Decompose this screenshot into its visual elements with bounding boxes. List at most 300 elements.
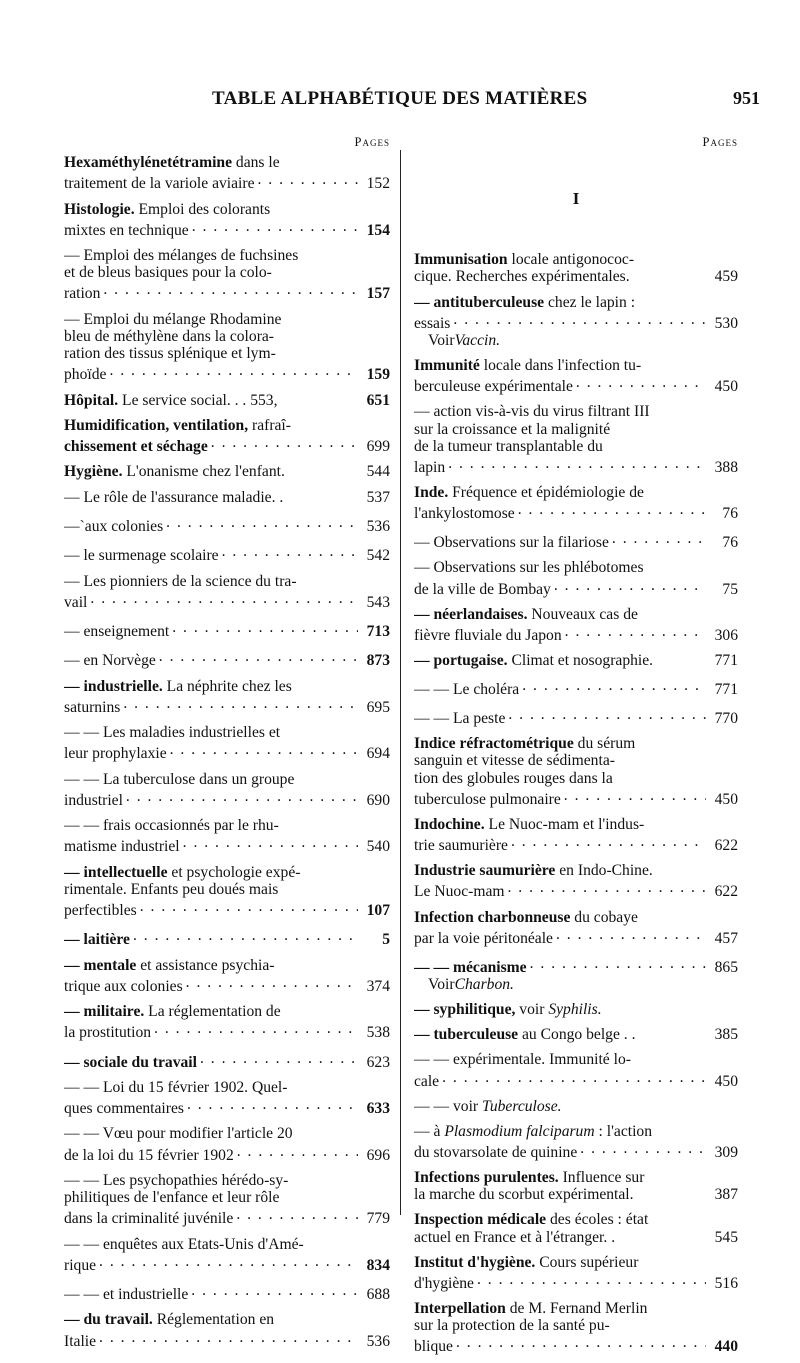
index-entry <box>64 1236 390 1274</box>
entry-line <box>414 1271 738 1292</box>
entry-heading: — à <box>414 1122 445 1140</box>
leader-dots <box>156 648 358 665</box>
entry-text <box>414 1211 648 1228</box>
index-entry <box>414 1211 738 1245</box>
index-entry <box>64 417 390 455</box>
entry-line <box>64 1189 390 1206</box>
see-also <box>414 976 738 993</box>
entry-text: Réglementation en <box>152 1311 275 1329</box>
entry-text <box>64 392 278 409</box>
entry-page: 873 <box>366 652 390 670</box>
entry-text <box>64 678 292 695</box>
entry-heading: — néerlandaises. <box>414 605 528 623</box>
entry-page: 770 <box>714 710 738 728</box>
leader-dots <box>234 1143 358 1160</box>
entry-text: lapin <box>414 458 446 476</box>
leader-dots <box>96 1329 358 1346</box>
entry-line <box>414 706 738 727</box>
entry-line <box>64 898 390 919</box>
entry-line <box>64 1125 390 1142</box>
entry-text <box>64 817 279 834</box>
entry-text <box>64 366 106 383</box>
index-entry <box>64 573 390 611</box>
leader-dots <box>87 590 358 607</box>
index-entry <box>64 619 390 640</box>
entry-line <box>64 1003 390 1020</box>
entry-page: 306 <box>714 626 738 644</box>
index-entry <box>64 957 390 995</box>
entry-heading: Industrie saumurière <box>414 862 556 880</box>
entry-heading: — Emploi du mélange Rhodamine <box>64 310 282 328</box>
leader-dots <box>123 788 358 805</box>
index-entry <box>414 1026 738 1043</box>
entry-line <box>64 590 390 611</box>
entry-text <box>414 1300 647 1317</box>
entry-page: 387 <box>714 1186 738 1204</box>
entry-page: 152 <box>366 175 390 193</box>
entry-text <box>414 294 635 311</box>
entry-heading: — industrielle. <box>64 677 163 695</box>
entry-text <box>64 1125 293 1142</box>
entry-line <box>414 577 738 598</box>
entry-page: 530 <box>714 314 738 332</box>
entry-line <box>64 201 390 218</box>
index-entry <box>64 489 390 506</box>
index-entry <box>414 251 738 285</box>
entry-text <box>414 883 505 900</box>
entry-heading: Histologie. <box>64 200 135 218</box>
entry-text: locale dans l'infection tu- <box>479 357 642 374</box>
entry-text: traitement de la variole aviaire <box>64 175 255 193</box>
entry-text: Influence sur <box>558 1169 645 1187</box>
right-column <box>414 134 738 1363</box>
entry-text: cale <box>414 1072 440 1090</box>
entry-line <box>64 434 390 455</box>
entry-text: essais <box>414 314 451 332</box>
entry-heading: — — La tuberculose dans un groupe <box>64 770 295 788</box>
entry-text: Voir <box>428 331 455 349</box>
entry-page: 450 <box>714 1072 738 1090</box>
entry-text: trique aux colonies <box>64 977 183 995</box>
index-entry <box>64 648 390 669</box>
entry-page: 76 <box>722 505 738 523</box>
entry-text <box>414 559 644 576</box>
entry-text <box>64 222 189 239</box>
entry-italic: Plasmodium falciparum <box>444 1122 595 1140</box>
entry-line <box>64 489 390 506</box>
entry-text <box>414 1144 577 1161</box>
entry-text <box>414 652 653 669</box>
entry-text <box>64 1210 233 1227</box>
entry-text: actuel en France et à l'étranger. . <box>414 1228 616 1246</box>
leader-dots <box>130 927 358 944</box>
entry-line <box>414 530 738 551</box>
entry-line <box>64 788 390 809</box>
entry-text: la prostitution <box>64 1024 152 1042</box>
entry-text <box>64 201 270 218</box>
entry-line <box>64 974 390 995</box>
entry-italic: Charbon. <box>454 976 514 994</box>
entry-line <box>414 357 738 374</box>
index-entry <box>64 1311 390 1349</box>
entry-line <box>414 374 738 395</box>
entry-text: du stovarsolate de quinine <box>414 1143 578 1161</box>
entry-text <box>64 1311 274 1328</box>
entry-page: 516 <box>714 1274 738 1292</box>
entry-text: phoïde <box>64 366 107 384</box>
entry-text <box>414 1001 602 1018</box>
entry-page: 536 <box>366 1332 390 1350</box>
entry-heading: — action vis-à-vis du virus filtrant III <box>414 403 650 421</box>
entry-line <box>414 251 738 268</box>
entry-text: tion des globules rouges dans la <box>414 769 613 787</box>
entry-text: Voir <box>428 976 455 994</box>
entry-text: philitiques de l'enfance et leur rôle <box>64 1189 280 1207</box>
entry-line <box>414 311 738 332</box>
column-divider <box>400 150 401 1215</box>
entry-page: 623 <box>366 1053 390 1071</box>
entry-page: 713 <box>366 623 390 641</box>
entry-text <box>64 652 156 669</box>
index-entry <box>64 1050 390 1071</box>
leader-dots <box>188 1282 358 1299</box>
entry-line <box>414 294 738 311</box>
entry-heading: — — Les maladies industrielles et <box>64 724 281 742</box>
entry-line <box>414 623 738 644</box>
entry-page: 157 <box>366 285 390 303</box>
entry-line <box>64 881 390 898</box>
entry-line <box>64 834 390 855</box>
entry-text: ques commentaires <box>64 1100 184 1118</box>
entry-page: 75 <box>722 580 738 598</box>
entry-line <box>414 1098 738 1115</box>
leader-dots <box>96 1253 358 1270</box>
entry-text: et de bleus basiques pour la colo- <box>64 264 272 282</box>
entry-heading: — portugaise. <box>414 651 508 669</box>
entry-text <box>64 518 163 535</box>
entry-line <box>414 403 738 420</box>
entry-heading: Hexaméthylénetétramine <box>64 154 233 171</box>
entry-line <box>64 957 390 974</box>
entry-text: — le surmenage scolaire <box>64 547 219 565</box>
entry-line <box>64 171 390 192</box>
leader-dots <box>151 1020 358 1037</box>
entry-line <box>64 1329 390 1350</box>
entry-text <box>64 311 281 328</box>
entry-page: 779 <box>366 1210 390 1228</box>
entry-page: 457 <box>714 929 738 947</box>
entry-line <box>414 1317 738 1334</box>
entry-line <box>64 648 390 669</box>
entry-text <box>64 417 291 434</box>
leader-dots <box>515 501 706 518</box>
entry-line <box>64 218 390 239</box>
pages-label: Pages <box>354 135 390 149</box>
entry-line <box>64 817 390 834</box>
entry-line <box>414 787 738 808</box>
entry-text <box>414 268 630 285</box>
entry-text: sur la protection de la santé pu- <box>414 1317 610 1335</box>
entry-page: 388 <box>714 458 738 476</box>
entry-text: — — et industrielle <box>64 1286 189 1304</box>
entry-text <box>64 902 137 919</box>
entry-heading: — — Loi du 15 février 1902. Quel- <box>64 1078 288 1096</box>
pages-label: Pages <box>702 135 738 149</box>
entry-line <box>64 328 390 345</box>
index-entry <box>414 484 738 522</box>
entry-text <box>414 837 508 854</box>
entry-line <box>414 1254 738 1271</box>
entry-text: blique <box>414 1338 453 1356</box>
entry-text <box>414 484 644 501</box>
index-entry <box>64 678 390 716</box>
entry-page: 450 <box>714 790 738 808</box>
entry-text: Le Nuoc-mam <box>414 883 505 901</box>
entry-text: tuberculose pulmonaire <box>414 790 561 808</box>
entry-page: 536 <box>366 518 390 535</box>
index-entry <box>414 1169 738 1203</box>
page-number: 951 <box>733 88 760 108</box>
index-entry <box>414 706 738 727</box>
entry-line <box>64 1253 390 1274</box>
index-entry <box>64 247 390 303</box>
entry-page: 834 <box>366 1256 390 1274</box>
entry-heading: Hygiène. <box>64 463 123 481</box>
leader-dots <box>255 171 359 188</box>
entry-text: : l'action <box>594 1122 652 1140</box>
entry-text <box>414 681 519 698</box>
entry-page: 538 <box>366 1024 390 1042</box>
entry-text: dans la criminalité juvénile <box>64 1210 234 1228</box>
entry-text: Le Nuoc-mam et l'indus- <box>484 815 645 833</box>
entry-text: La néphrite chez les <box>162 677 292 695</box>
entry-text <box>64 547 219 564</box>
index-entry <box>64 817 390 855</box>
index-entry <box>64 463 390 480</box>
entry-heading: Indochine. <box>414 815 485 833</box>
entry-line <box>414 1069 738 1090</box>
entry-text: — Observations sur la filariose <box>414 534 609 552</box>
entry-text: la marche du scorbut expérimental. <box>414 1186 634 1204</box>
entry-text: sur la croissance et la malignité <box>414 420 611 438</box>
entry-line <box>64 927 390 948</box>
leader-dots <box>106 362 358 379</box>
entry-text <box>64 724 280 741</box>
entry-text <box>64 489 283 506</box>
entry-line <box>414 879 738 900</box>
entry-text <box>414 627 562 644</box>
entry-text: dans le <box>232 154 280 171</box>
entry-text <box>414 1073 439 1090</box>
entry-heading: — antituberculeuse <box>414 293 545 311</box>
entry-text: de la ville de Bombay <box>414 580 551 598</box>
entry-line <box>414 816 738 833</box>
index-entry <box>64 154 390 192</box>
entry-line <box>414 606 738 623</box>
index-entry <box>414 1123 738 1161</box>
entry-text: en Indo-Chine. <box>555 862 653 880</box>
entry-line <box>414 1300 738 1317</box>
entry-text <box>414 378 573 395</box>
entry-page: 450 <box>714 378 738 396</box>
entry-line <box>64 1143 390 1164</box>
entry-text: sanguin et vitesse de sédimenta- <box>414 752 615 770</box>
index-entry <box>414 1300 738 1356</box>
entry-text: — — La peste <box>414 710 506 728</box>
entry-text <box>414 403 650 420</box>
index-entry <box>414 1051 738 1089</box>
entry-line <box>414 770 738 787</box>
entry-page: 5 <box>382 931 390 949</box>
entry-heading: Infections purulentes. <box>414 1169 559 1187</box>
index-entry <box>64 724 390 762</box>
entry-line <box>64 1311 390 1328</box>
leader-dots <box>137 898 358 915</box>
entry-heading: — — expérimentale. Immunité lo- <box>414 1051 631 1069</box>
entry-line <box>414 1140 738 1161</box>
entry-text <box>414 1123 652 1140</box>
entry-text <box>414 251 634 268</box>
entry-text: perfectibles <box>64 902 137 920</box>
entry-text: et assistance psychia- <box>136 956 275 974</box>
entry-text <box>414 710 505 727</box>
entry-text <box>64 1100 184 1117</box>
entry-text <box>64 247 298 264</box>
entry-heading: — — Les psychopathies hérédo-sy- <box>64 1171 289 1189</box>
entry-text: La réglementation de <box>144 1003 281 1021</box>
entry-line <box>64 678 390 695</box>
entry-text <box>414 1186 634 1203</box>
entry-text: saturnins <box>64 698 121 716</box>
entry-text: berculeuse expérimentale <box>414 378 573 396</box>
entry-heading: Immunisation <box>414 251 508 269</box>
entry-text <box>414 357 641 374</box>
entry-text: leur prophylaxie <box>64 745 167 763</box>
entry-line <box>414 421 738 438</box>
leader-dots <box>208 434 358 451</box>
entry-text <box>64 745 167 762</box>
entry-text: d'hygiène <box>414 1274 474 1292</box>
entry-text: ration <box>64 285 101 303</box>
index-entry <box>414 909 738 947</box>
index-entry <box>64 1282 390 1303</box>
entry-line <box>64 771 390 788</box>
index-entry <box>414 652 738 669</box>
entry-line <box>64 154 390 171</box>
entry-text <box>64 1333 96 1350</box>
entry-page: 440 <box>714 1338 738 1356</box>
index-entry <box>64 864 390 920</box>
leader-dots <box>527 955 706 972</box>
entry-heading: — militaire. <box>64 1003 145 1021</box>
index-entry <box>414 677 738 698</box>
index-entry <box>414 862 738 900</box>
entry-text: de la tumeur transplantable du <box>414 437 603 455</box>
entry-text <box>64 1147 234 1164</box>
leader-dots <box>167 741 358 758</box>
entry-text: matisme industriel <box>64 838 180 856</box>
entry-text <box>64 771 294 788</box>
entry-line <box>64 281 390 302</box>
entry-page: 154 <box>366 221 390 239</box>
index-entry <box>414 559 738 597</box>
entry-page: 544 <box>366 463 390 481</box>
entry-heading: — du travail. <box>64 1311 153 1329</box>
entry-heading: Interpellation <box>414 1299 506 1317</box>
entry-line <box>64 514 390 535</box>
entry-page: 540 <box>366 838 390 856</box>
entry-heading: Indice réfractométrique <box>414 735 574 753</box>
entry-text <box>414 534 609 551</box>
entry-heading: — Observations sur les phlébotomes <box>414 559 644 577</box>
entry-text: et psychologie expé- <box>167 863 301 881</box>
entry-line <box>64 417 390 434</box>
entry-italic: Vaccin. <box>454 331 501 349</box>
entry-heading: Institut d'hygiène. <box>414 1253 536 1271</box>
index-entry <box>414 294 738 350</box>
entry-text <box>414 1254 638 1271</box>
entry-page: 309 <box>714 1143 738 1161</box>
index-entry <box>64 771 390 809</box>
index-entry <box>64 1172 390 1228</box>
leader-dots <box>519 677 706 694</box>
entry-page: 159 <box>366 366 390 384</box>
entry-text <box>64 594 87 611</box>
entry-heading: — sociale du travail <box>64 1053 197 1071</box>
entry-text: rimentale. Enfants peu doués mais <box>64 880 279 898</box>
index-entry <box>414 1098 738 1115</box>
entry-heading: Inde. <box>414 484 449 501</box>
entry-text: Climat et nosographie. <box>507 651 654 669</box>
entry-line <box>64 864 390 881</box>
leader-dots <box>551 577 706 594</box>
leader-dots <box>219 543 358 560</box>
entry-line <box>414 833 738 854</box>
entry-page: 542 <box>366 547 390 565</box>
entry-text: rique <box>64 1256 97 1274</box>
entry-page: 651 <box>366 391 390 409</box>
entry-line <box>64 741 390 762</box>
entry-line <box>414 501 738 522</box>
entry-text <box>414 1229 615 1246</box>
entry-line <box>64 264 390 281</box>
leader-dots <box>189 218 358 235</box>
leader-dots <box>609 530 706 547</box>
entry-page: 543 <box>366 593 390 611</box>
entry-text: Nouveaux cas de <box>527 605 638 623</box>
entry-text: trie saumurière <box>414 837 508 855</box>
entry-italic: Tuberculose. <box>482 1097 562 1115</box>
entry-page: 374 <box>366 977 390 995</box>
entry-line <box>414 1051 738 1068</box>
entry-heading: — — enquêtes aux Etats-Unis d'Amé- <box>64 1235 304 1253</box>
leader-dots <box>474 1271 706 1288</box>
entry-heading: Immunité <box>414 357 480 374</box>
entry-heading: — — frais occasionnés par le rhu- <box>64 817 279 835</box>
entry-text: du cobaye <box>570 908 638 926</box>
entry-line <box>64 543 390 564</box>
entry-text <box>64 978 183 995</box>
entry-text: —`aux colonies <box>64 518 164 535</box>
page-title: TABLE ALPHABÉTIQUE DES MATIÈRES <box>212 88 588 109</box>
entry-heading: — mentale <box>64 956 137 974</box>
entry-line <box>414 1229 738 1246</box>
index-entry <box>64 392 390 409</box>
entry-text <box>64 1286 188 1303</box>
entry-text <box>414 1026 635 1043</box>
entry-line <box>64 724 390 741</box>
entry-line <box>414 735 738 752</box>
